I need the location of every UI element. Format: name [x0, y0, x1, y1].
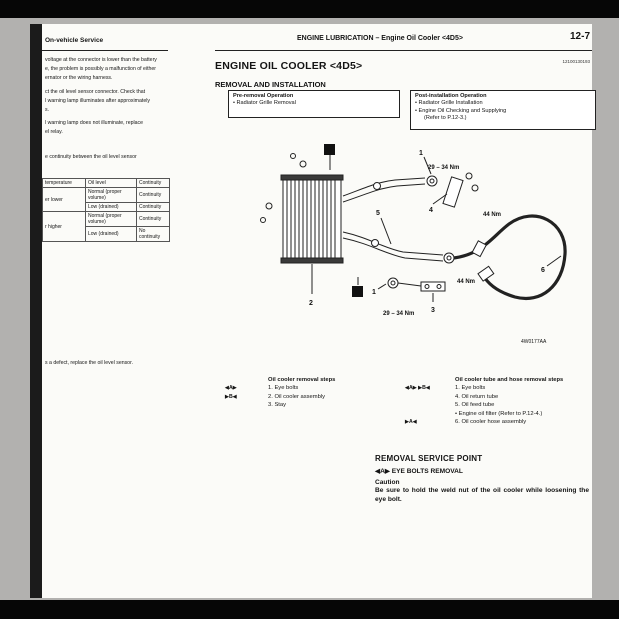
pre-removal-box — [228, 90, 400, 118]
table-cell: Continuity — [137, 212, 170, 227]
text-line: e, the problem is possibly a malfunction of either — [45, 66, 157, 72]
callout-5: 5 — [376, 210, 380, 217]
text-line: l warning lamp does not illuminate, replace — [45, 120, 144, 126]
legend-item-label: 3. Stay — [268, 402, 287, 409]
figure-code: 4W0177AA — [521, 339, 547, 345]
legend-item-label: 1. Eye bolts — [268, 385, 299, 392]
text-line: ernator or the wiring harness. — [45, 75, 113, 81]
caution-label: Caution — [375, 479, 400, 486]
page-number: 12-7 — [569, 31, 590, 42]
table-cell: r higher — [43, 212, 86, 242]
legend-item — [225, 401, 390, 409]
legend-item — [405, 393, 595, 401]
manual-page — [42, 24, 592, 598]
table-cell: Continuity — [137, 188, 170, 203]
legend-item-label: 4. Oil return tube — [455, 393, 499, 400]
section-heading: REMOVAL AND INSTALLATION — [215, 80, 326, 89]
legend-item-label: 6. Oil cooler hose assembly — [455, 419, 527, 426]
service-point-marker: ◀A▶ — [225, 385, 237, 392]
legend-item — [405, 410, 595, 418]
page-title: ENGINE OIL COOLER <4D5> — [215, 60, 363, 72]
legend-item-label: • Engine oil filter (Refer to P.12-4.) — [455, 410, 543, 417]
letterbox-top — [0, 0, 619, 18]
text-line: e continuity between the oil level sensor — [45, 154, 137, 160]
left-paragraph-3 — [45, 119, 175, 137]
caution-text: Be sure to hold the weld nut of the oil cooler while loosening the eye bolt. — [375, 487, 589, 503]
legend-title-row — [225, 376, 390, 384]
diagram-linework — [261, 154, 566, 303]
table-header-cell: Oil level — [86, 179, 137, 188]
left-paragraph-1 — [45, 56, 175, 83]
table-header-cell: Continuity — [137, 179, 170, 188]
text-line: ct the oil level sensor connector. Check that — [45, 89, 146, 95]
legend-item — [225, 384, 390, 392]
text-line: s. — [45, 107, 50, 113]
pre-removal-title: Pre-removal Operation — [233, 93, 294, 99]
n-badge-label: N — [327, 147, 332, 155]
legend-tube-hose-removal — [405, 376, 595, 426]
right-running-header: ENGINE LUBRICATION – Engine Oil Cooler <4D5> — [297, 35, 463, 42]
torque-label-right: 44 Nm — [483, 212, 502, 218]
table-cell: Continuity — [137, 203, 170, 212]
page-spine-shadow — [30, 24, 42, 598]
left-header-rule — [42, 50, 168, 51]
legend-item — [405, 401, 595, 409]
left-footer-line: s a defect, replace the oil level sensor. — [45, 360, 133, 366]
callout-3: 3 — [431, 307, 435, 314]
table-cell: Low (drained) — [86, 227, 137, 242]
torque-label-lower-right: 44 Nm — [457, 279, 476, 285]
legend-title: Oil cooler removal steps — [268, 377, 336, 383]
oil-cooler-diagram — [225, 136, 595, 364]
legend-title-row — [405, 376, 595, 384]
doc-code: 12100130193 — [562, 59, 590, 64]
legend-item-label: 2. Oil cooler assembly — [268, 393, 326, 400]
service-point-marker: ◀A▶ ▶B◀ — [405, 385, 430, 392]
table-cell: No continuity — [137, 227, 170, 242]
legend-item — [405, 384, 595, 392]
left-paragraph-4 — [45, 153, 175, 162]
letterbox-bottom — [0, 600, 619, 619]
left-paragraph-2 — [45, 88, 175, 115]
table-row — [43, 212, 170, 227]
service-point-marker: ▶B◀ — [225, 393, 237, 400]
service-point-heading: REMOVAL SERVICE POINT — [375, 454, 483, 463]
torque-label-bottom: 29 – 34 Nm — [383, 311, 415, 317]
table-cell: Low (drained) — [86, 203, 137, 212]
n-badge-label: N — [355, 289, 360, 297]
table-cell: Normal (proper volume) — [86, 212, 137, 227]
table-cell: Normal (proper volume) — [86, 188, 137, 203]
post-installation-item: • Engine Oil Checking and Supplying — [415, 107, 507, 114]
service-point-subheading: ◀A▶ EYE BOLTS REMOVAL — [375, 468, 463, 475]
removal-service-point — [375, 454, 589, 504]
text-line: l warning lamp illuminates after approximately — [45, 98, 150, 104]
n-badge — [352, 286, 363, 297]
legend-title: Oil cooler tube and hose removal steps — [455, 377, 564, 383]
legend-item — [225, 393, 390, 401]
table-cell: er lower — [43, 188, 86, 212]
left-running-header: On-vehicle Service — [45, 37, 104, 44]
post-installation-item: • Radiator Grille Installation — [415, 100, 483, 107]
table-header-cell: temperature — [43, 179, 86, 188]
callout-1b: 1 — [372, 289, 376, 296]
pre-removal-item: • Radiator Grille Removal — [233, 100, 296, 107]
post-installation-item-ref: (Refer to P.12-3.) — [424, 115, 467, 122]
callout-4: 4 — [429, 207, 433, 214]
text-line: voltage at the connector is lower than the battery — [45, 57, 157, 63]
post-installation-title: Post-installation Operation — [415, 93, 487, 99]
callout-6: 6 — [541, 267, 545, 274]
legend-oil-cooler-removal — [225, 376, 390, 410]
oil-level-continuity-table — [42, 178, 170, 242]
post-installation-box — [410, 90, 596, 130]
right-header-rule — [215, 50, 592, 51]
callout-2: 2 — [309, 300, 313, 307]
n-badge — [324, 144, 335, 155]
legend-item-label: 1. Eye bolts — [455, 385, 486, 392]
legend-item — [405, 418, 595, 426]
torque-label-top: 29 – 34 Nm — [428, 165, 460, 171]
table-row — [43, 188, 170, 203]
table-row — [43, 179, 170, 188]
legend-item-label: 5. Oil feed tube — [455, 402, 495, 409]
text-line: el relay. — [45, 129, 63, 135]
service-point-marker: ▶A◀ — [405, 419, 417, 426]
callout-1: 1 — [419, 150, 423, 157]
